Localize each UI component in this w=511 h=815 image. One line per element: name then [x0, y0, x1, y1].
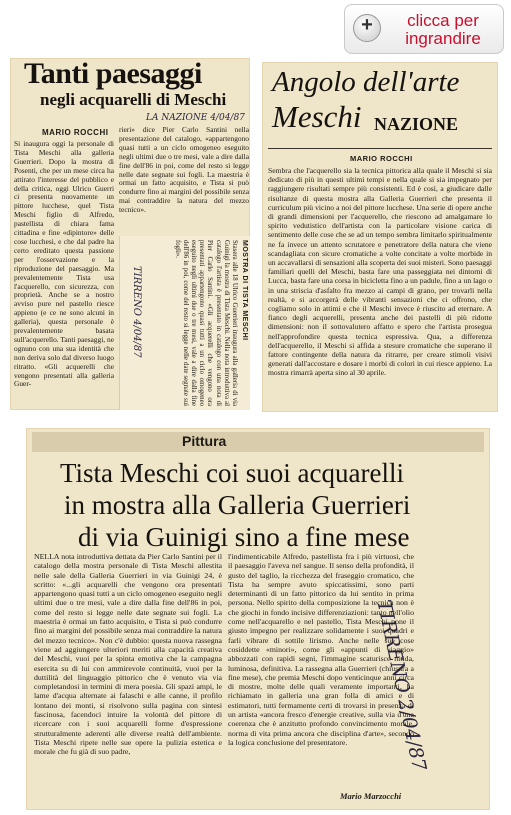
clipping-angolo-arte: [262, 62, 498, 412]
clip2-source: NAZIONE: [374, 114, 459, 134]
clip1-column-2: rieri» dice Pier Carlo Santini nella presentazione del catalogo, «appartengono quasi tutti a un ciclo omogeneo eseguito negli ultimi due o tre mesi, vale a dire dalla fine dell'86 in poi, come del resto si legge nelle date segnate sui fogli. La maestria è ormai un fatto acquisito, e Tista si può condurre fino ai margini del possibile senza mai contraddire la natura del mezzo tecnico».: [119, 126, 249, 215]
magnifier-plus-icon: [353, 14, 381, 42]
clip2-body: Sembra che l'acquerello sia la tecnica pittorica alla quale il Meschi si sia dedicato di più in questi ultimi tempi e nella quale si sia impegnato per raggiungere risultati sempre più consistenti. Ed è così, a giudicare dalle risultanze di questa mostra alla Galleria Guerrieri che presenta il curriculum più vicino a noi del pittore lucchese. Una serie di opere anche di grandi dimensioni per l'acquerello, che riescono ad amalgamare lo spirito vedutistico dell'artista con la particolare visione carica di sentimento delle cose che se ad un tempo sembra limitarlo spiritualmente ne fa invece un attento scrutatore e penetratore della natura che viene scandagliata con sicure cromatiche a volte concitate a volte morbide in un accavallarsi di sensazioni alla scoperta dei suoi misteri. Sono paesaggi familiari quelli del Meschi, basta fare una passeggiata nei dintorni di Lucca, basta fare una corsa in bicicletta fino a un padule, fino a un lago o in una striscia d'asfalto fra mezzo ai campi di grano, per trovarli nella realtà, e si accorgerà delle vibranti sensazioni che ci offrono, che cogliamo solo in attimi e che il Meschi invece è riuscito ad eternare. A fianco degli acquerelli, presenta anche dei pastelli di più ridotte dimensioni: non il sottovalutero affatto e spero che l'artista prosegua nell'approfondire questa tecnica espressiva. Qua, a differenza dell'acquerello, il Meschi si affida a stesure cromatiche che superano il fattore contingente della natura da ritrarre, per creare stimoli visivi generati dall'accostare e dosare i morbi di colori in cui riesce appieno. La mostra rimarrà aperta sino al 30 aprile.: [268, 166, 492, 378]
clip1-headline-line2: negli acquarelli di Meschi: [40, 90, 227, 109]
clip3-headline-line1: Tista Meschi coi suoi acquarelli: [60, 458, 404, 488]
clip2-author: MARIO ROCCHI: [350, 154, 413, 163]
zoom-button-label: clicca per ingrandire: [405, 11, 481, 48]
clip1-author: MARIO ROCCHI: [42, 128, 109, 137]
clip2-rule: [268, 148, 492, 149]
clipping-tirreno: [26, 428, 490, 810]
clip3-column-1: NELLA nota introduttiva dettata da Pier Carlo Santini per il catalogo della mostra personale di Tista Meschi allestita nelle sale della Galleria Guerrieri in via Guinigi 24, è scritto: «...gli acquarelli che vengono ora presentati appartengono quasi tutti a un ciclo omogeneo eseguito negli ultimi due o tre mesi, vale a dire dalla fine dell'86 in poi, come del resto si legge nelle date segnate sui fogli. La maestria è ormai un fatto acquisito, e Tista si può condurre fino ai margini del possibile senza mai contraddire la natura del mezzo tecnico». Non c'è dubbio: questa nuova rassegna viene ad aggiungere ulteriori meriti alla capacità creativa del Meschi, vuoi per la spinta emotiva che la campagna esercita su di lui con ammirevole continuità, vuoi per la duttilità del linguaggio pittorico che è venuto via via completandosi in termini di mera poesia. Gli spazi ampi, le lame d'acqua alternate ai falaschi e alle canne, il profilo lontano dei monti, si risolvono sulla pagina con sintesi fascinosa, facendoci intuire la volontà del pittore di ricercare con i suoi acquarelli forme d'espressione strutturalmente aderenti alle diverse realtà dell'ambiente. Tista Meschi ripete nelle sue opere la pulizia estetica e morale che fu già di suo padre,: [34, 552, 222, 757]
clip1-rotated-text: Stasera alle 18 Ulrico Guerrieri inaugura alla galleria di via Guinigi la mostra di Tista Meschi. Nella nota introduttiva al catalogo l'artista è presentato in catalogo con una nota di Pier Carlo Santini. «Gli acquerelli che vengono ora presentati appartengono quasi tutti a un ciclo omogeneo eseguito negli ultimi due o tre mesi, vale a dire dalla fine dell'86 in poi, come del resto si legge nelle date segnate sui fogli».: [173, 240, 238, 406]
clip3-section-label: Pittura: [182, 433, 227, 449]
clip3-headline-line3: di via Guinigi sino a fine mese: [78, 522, 410, 552]
clip1-handwritten-source: LA NAZIONE 4/04/87: [146, 113, 245, 123]
clip1-rotated-insert: [119, 236, 250, 410]
zoom-button[interactable]: [344, 4, 504, 54]
clip3-section-banner: [32, 432, 484, 452]
clip3-headline-line2: in mostra alla Galleria Guerrieri: [64, 490, 411, 520]
clip1-headline-line1: Tanti paesaggi: [24, 58, 202, 90]
clip1-rotated-handwritten: TIRRENO 4/04/87: [131, 266, 142, 358]
clip3-author: Mario Marzocchi: [340, 791, 402, 801]
clip2-headline-line2: Meschi: [272, 99, 362, 134]
clipping-tanti-paesaggi: [10, 58, 250, 410]
clip3-column-2: l'indimenticabile Alfredo, pastellista fra i più virtuosi, che il paesaggio l'aveva nel sangue. Il senso della profondità, il gusto del taglio, la ricchezza del fraseggio cromatico, che Tista ha sempre avuto spiccatissimi, sono parti determinanti di un fatto pittorico da lui sentito in prima persona. Nello spirito della composizione la tecnica non è che giochi in fondo incisive differenziazioni: tanto nell'olio come nell'acquarello e nel pastello, Tista Meschi pone il giusto impegno per realizzare solidamente i suoi quadri e farli vibrare di sottile lirismo. Anche nelle sue cose cosiddette «minori», come gli «appunti di viaggio» abbozzati con rapidi segni, l'immagine scaturisce nitida, luminosa, definitiva. La rassegna alla Guerrieri (chiusura a fine mese), che premia Meschi dopo venticinque anni circa di mostre, molte delle quali veramente importanti, ha richiamato in galleria una gran folla di amici e di estimatori, tutti fermamente certi di trovarsi in presenza di un artista «ancora fresco d'energie creative, sulla via d'una coerenza che è anzitutto profondo convincimento morale, norma di vita prima ancora che disciplina d'arte», secondo la logica conclusione del presentatore.: [228, 552, 414, 747]
clip3-handwritten-source: TIRRENO 2/04/87: [372, 598, 431, 773]
clip1-column-1: Si inaugura oggi la personale di Tista Meschi alla galleria Guerrieri. Dopo la mostra di Posenti, che per un mese circa ha attirato l'interesse del pubblico e della critica, oggi Ulrico Guerri ci presenta nuovamente un pittore lucchese, quel Tista Meschi figlio di Alfredo, pastellista di chiara fama cittadina e fine «dipintore» delle cose lucchesi, e che dal padre ha certo ereditato questa passione per l'osservazione e la riproduzione del paesaggio. Ma prevalentemente Tista usa l'acquerello, con sicurezza, con proprietà. Anche se a nostro avviso pure nel pastello riesce appieno (e ce ne sono alcuni in galleria), questa personale è prevalentemente basata sull'acquerello. Tanti paesaggi, ne ognuno con una sua identità che non deriva solo dal diverso luogo ritratto. «Gli acquerelli che vengono presentati alla galleria Guer-: [14, 140, 114, 389]
clip1-rotated-title: MOSTRA DI TISTA MESCHI: [241, 240, 248, 341]
clip2-headline-line1: Angolo dell'arte: [272, 66, 460, 98]
